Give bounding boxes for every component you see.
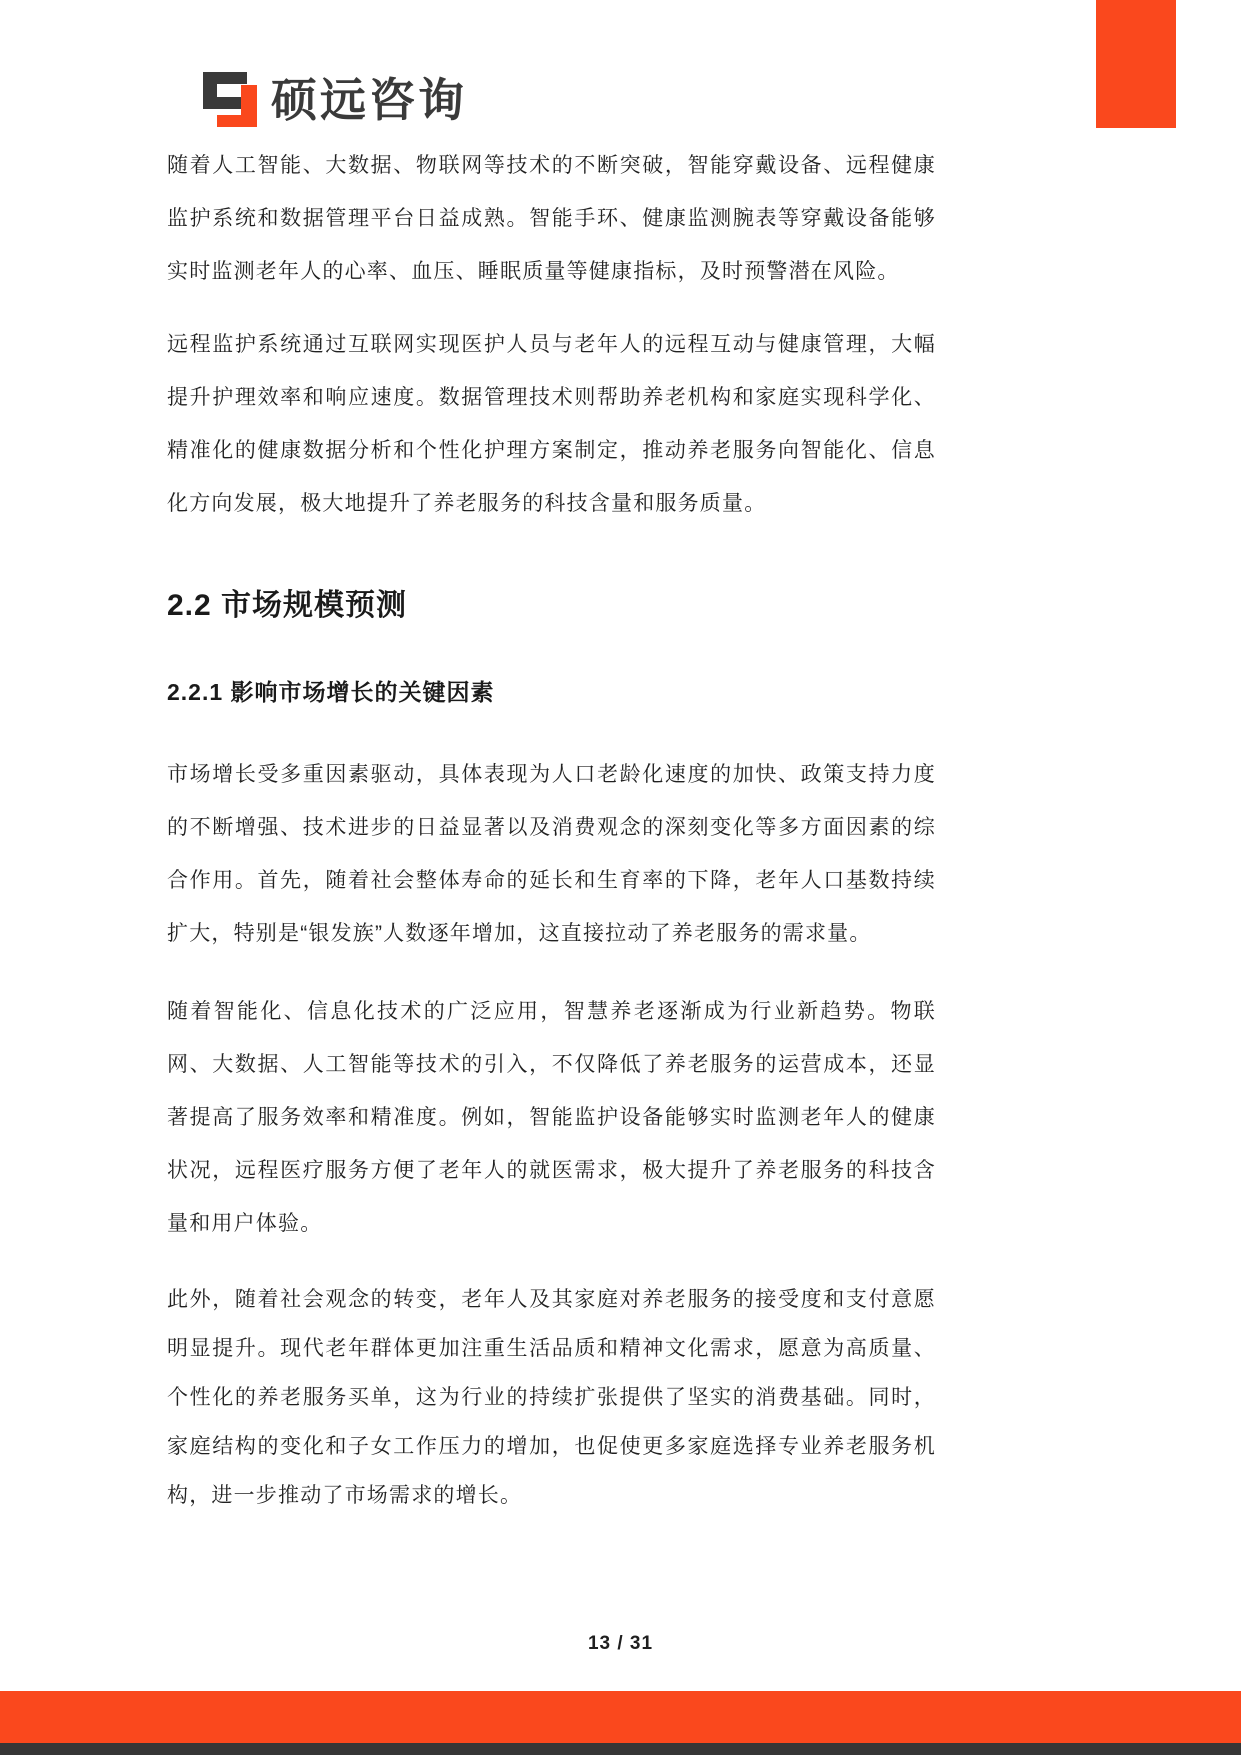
subsection-heading-key-factors: 2.2.1 影响市场增长的关键因素 xyxy=(167,679,495,705)
page-number: 13 / 31 xyxy=(587,1633,654,1654)
logo-text: 硕远咨询 xyxy=(271,73,467,126)
document-body xyxy=(167,0,936,1520)
bottom-dark-bar xyxy=(0,1743,1241,1755)
paragraph-tech-breakthrough: 随着人工智能、大数据、物联网等技术的不断突破，智能穿戴设备、远程健康监护系统和数据管理平台日益成熟。智能手环、健康监测腕表等穿戴设备能够实时监测老年人的心率、血压、睡眠质量等健康指标，及时预警潜在风险。 xyxy=(167,154,936,283)
paragraph-remote-monitoring: 远程监护系统通过互联网实现医护人员与老年人的远程互动与健康管理，大幅提升护理效率和响应速度。数据管理技术则帮助养老机构和家庭实现科学化、精准化的健康数据分析和个性化护理方案制定，推动养老服务向智能化、信息化方向发展，极大地提升了养老服务的科技含量和服务质量。 xyxy=(167,333,936,515)
top-right-accent-block xyxy=(1096,0,1176,128)
paragraph-smart-elderly-care: 随着智能化、信息化技术的广泛应用，智慧养老逐渐成为行业新趋势。物联网、大数据、人工智能等技术的引入，不仅降低了养老服务的运营成本，还显著提高了服务效率和精准度。例如，智能监护设备能够实时监测老年人的健康状况，远程医疗服务方便了老年人的就医需求，极大提升了养老服务的科技含量和用户体验。 xyxy=(167,1000,936,1235)
paragraph-growth-drivers: 市场增长受多重因素驱动，具体表现为人口老龄化速度的加快、政策支持力度的不断增强、技术进步的日益显著以及消费观念的深刻变化等多方面因素的综合作用。首先，随着社会整体寿命的延长和生育率的下降，老年人口基数持续扩大，特别是“银发族”人数逐年增加，这直接拉动了养老服务的需求量。 xyxy=(167,763,936,945)
paragraph-social-attitude: 此外，随着社会观念的转变，老年人及其家庭对养老服务的接受度和支付意愿明显提升。现代老年群体更加注重生活品质和精神文化需求，愿意为高质量、个性化的养老服务买单，这为行业的持续扩张提供了坚实的消费基础。同时，家庭结构的变化和子女工作压力的增加，也促使更多家庭选择专业养老服务机构，进一步推动了市场需求的增长。 xyxy=(167,1288,936,1507)
section-heading-market-forecast: 2.2 市场规模预测 xyxy=(167,589,408,622)
bottom-orange-bar xyxy=(0,1691,1241,1743)
